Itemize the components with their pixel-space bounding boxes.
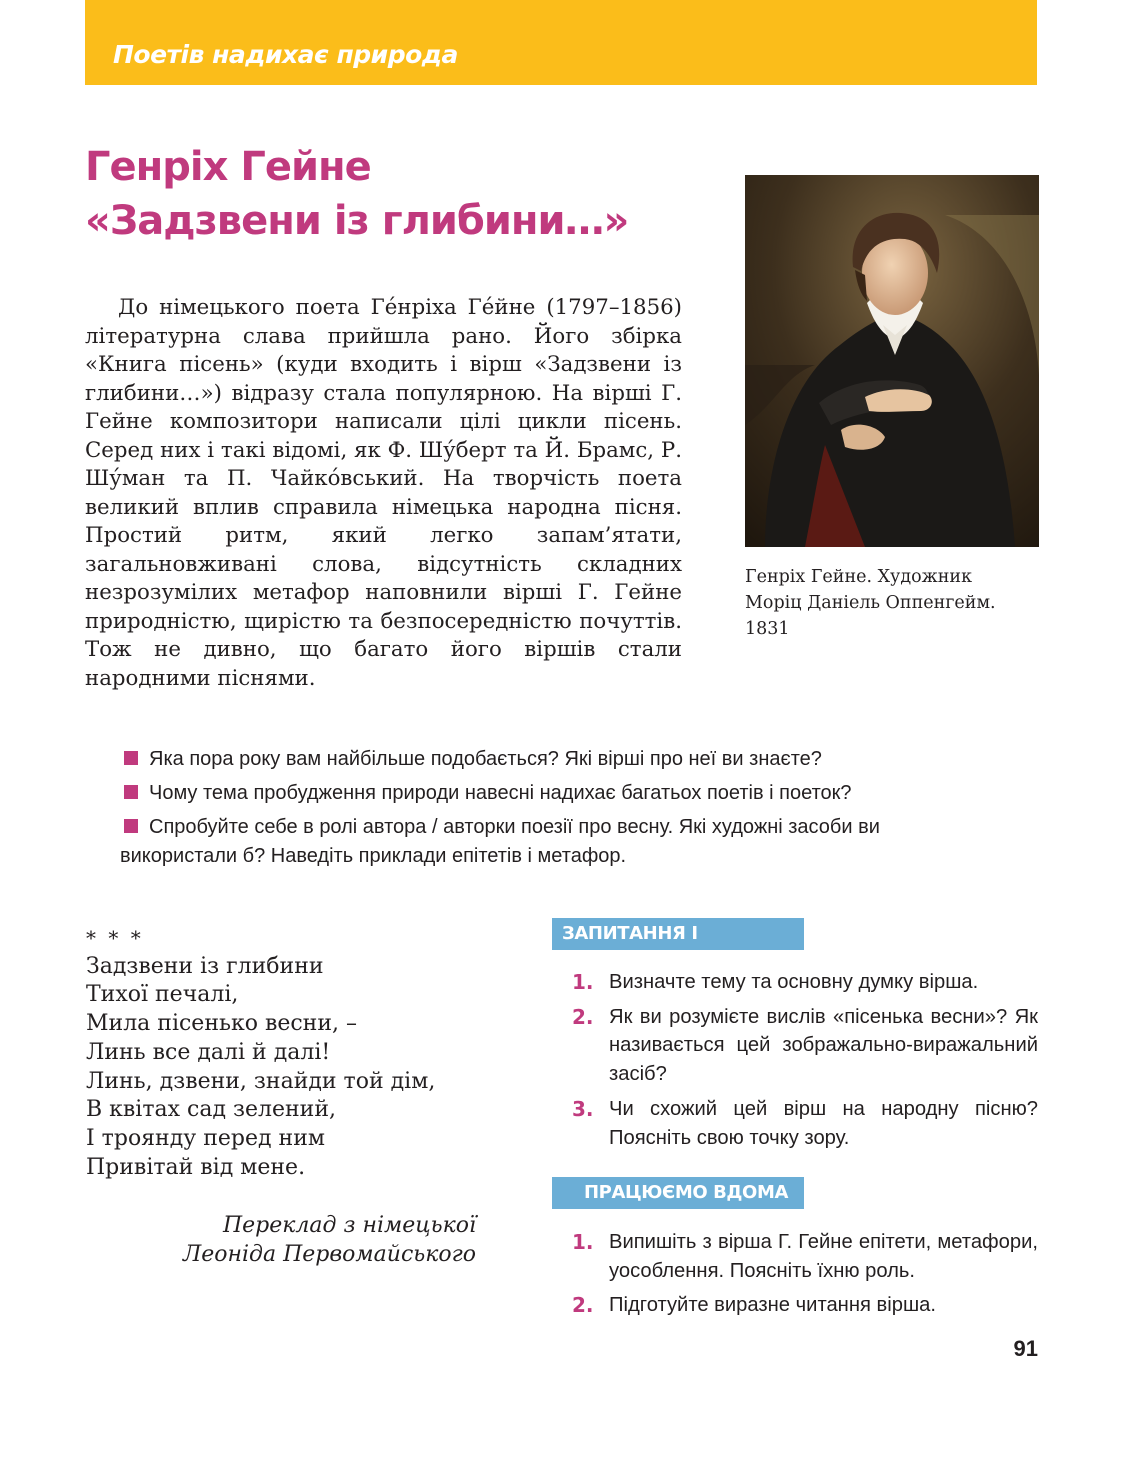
question-number: 3. — [572, 1096, 594, 1121]
homework-number: 2. — [572, 1293, 594, 1318]
discussion-text: Чому тема пробудження природи навесні надихає багатьох поетів і поеток? — [149, 782, 852, 804]
square-bullet-icon — [124, 785, 138, 799]
section-title: Поетів надихає природа — [113, 40, 458, 69]
homework-number: 1. — [572, 1230, 594, 1254]
translator-credit — [86, 1211, 476, 1269]
poem-line: Задзвени із глибини — [86, 953, 324, 979]
discussion-item — [120, 779, 980, 808]
discussion-item — [120, 813, 980, 871]
square-bullet-icon — [124, 819, 138, 833]
caption-line: Генріх Гейне. Художник — [745, 567, 973, 587]
poem-line: Привітай від мене. — [86, 1154, 306, 1180]
portrait-painting — [745, 175, 1039, 547]
poem-line: Линь все далі й далі! — [86, 1039, 331, 1065]
question-item — [572, 1003, 1038, 1089]
question-item — [572, 968, 1038, 997]
homework-item — [572, 1291, 1038, 1320]
poem-line: Мила пісенько весни, – — [86, 1011, 357, 1037]
lesson-title — [85, 140, 628, 248]
translator-line: Переклад з німецької — [222, 1213, 476, 1238]
question-number: 2. — [572, 1004, 594, 1029]
homework-heading-text: ПРАЦЮЄМО ВДОМА — [584, 1182, 789, 1203]
author-name: Генріх Гейне — [85, 144, 371, 190]
poem — [86, 924, 506, 1182]
poem-line: Линь, дзвени, знайди той дім, — [86, 1068, 436, 1094]
homework-item — [572, 1228, 1038, 1285]
questions-heading-text: ЗАПИТАННЯ І ЗАВДАННЯ — [552, 923, 698, 976]
discussion-text: Спробуйте себе в ролі автора / авторки поезії про весну. Які художні засоби ви використали б? Наведіть приклади епітетів і метафор. — [120, 816, 880, 867]
discussion-item — [120, 745, 980, 774]
caption-line: 1831 — [745, 619, 790, 639]
discussion-text: Яка пора року вам найбільше подобається? Які вірші про неї ви знаєте? — [149, 748, 822, 770]
intro-paragraph: До німецького поета Ге́нріха Ге́йне (1797–1856) літературна слава прийшла рано. Його збірка «Книга пісень» (куди входить і вірш «Задзвени із глибини…») відразу стала популярною. На вірші Г. Гейне композитори написали цілі цикли пісень. Серед них і такі відомі, як Ф. Шу́берт та Й. Брамс, Р. Шу́ман та П. Чайко́вський. На творчість поета великий вплив справила німецька народна пісня. Простий ритм, який легко запам’ятати, загальновживані слова, відсутність складних незрозумілих метафор наповнили вірші Г. Гейне природністю, щирістю та безпосередністю почуттів. Тож не дивно, що багато його віршів стали народними піснями. — [85, 295, 682, 691]
homework-list — [572, 1228, 1038, 1326]
question-text: Як ви розумієте вислів «пісенька весни»? Як називається цей зображально-виражальний засіб? — [609, 1005, 1038, 1086]
poem-stars: * * * — [86, 926, 144, 950]
page-number: 91 — [1013, 1336, 1038, 1361]
heine-portrait — [745, 175, 1039, 547]
square-bullet-icon — [124, 751, 138, 765]
work-title: «Задзвени із глибини…» — [85, 198, 629, 244]
poem-line: І троянду перед ним — [86, 1125, 325, 1151]
questions-heading — [552, 918, 804, 976]
caption-line: Моріц Даніель Оппенгейм. — [745, 593, 996, 613]
translator-line: Леоніда Первомайського — [182, 1242, 476, 1267]
poem-line: В квітах сад зелений, — [86, 1097, 336, 1123]
homework-heading — [552, 1177, 804, 1209]
question-item — [572, 1095, 1038, 1152]
question-number: 1. — [572, 970, 594, 994]
question-text: Визначте тему та основну думку вірша. — [609, 971, 979, 993]
questions-list — [572, 968, 1038, 1158]
discussion-questions — [120, 745, 980, 876]
poem-line: Тихої печалі, — [86, 982, 239, 1008]
portrait-caption — [745, 564, 1045, 642]
homework-text: Випишіть з вірша Г. Гейне епітети, метафори, уособлення. Поясніть їхню роль. — [609, 1231, 1038, 1282]
homework-text: Підготуйте виразне читання вірша. — [609, 1294, 936, 1317]
question-text: Чи схожий цей вірш на народну пісню? Поясніть свою точку зору. — [609, 1097, 1038, 1149]
section-header-band — [85, 0, 1037, 85]
